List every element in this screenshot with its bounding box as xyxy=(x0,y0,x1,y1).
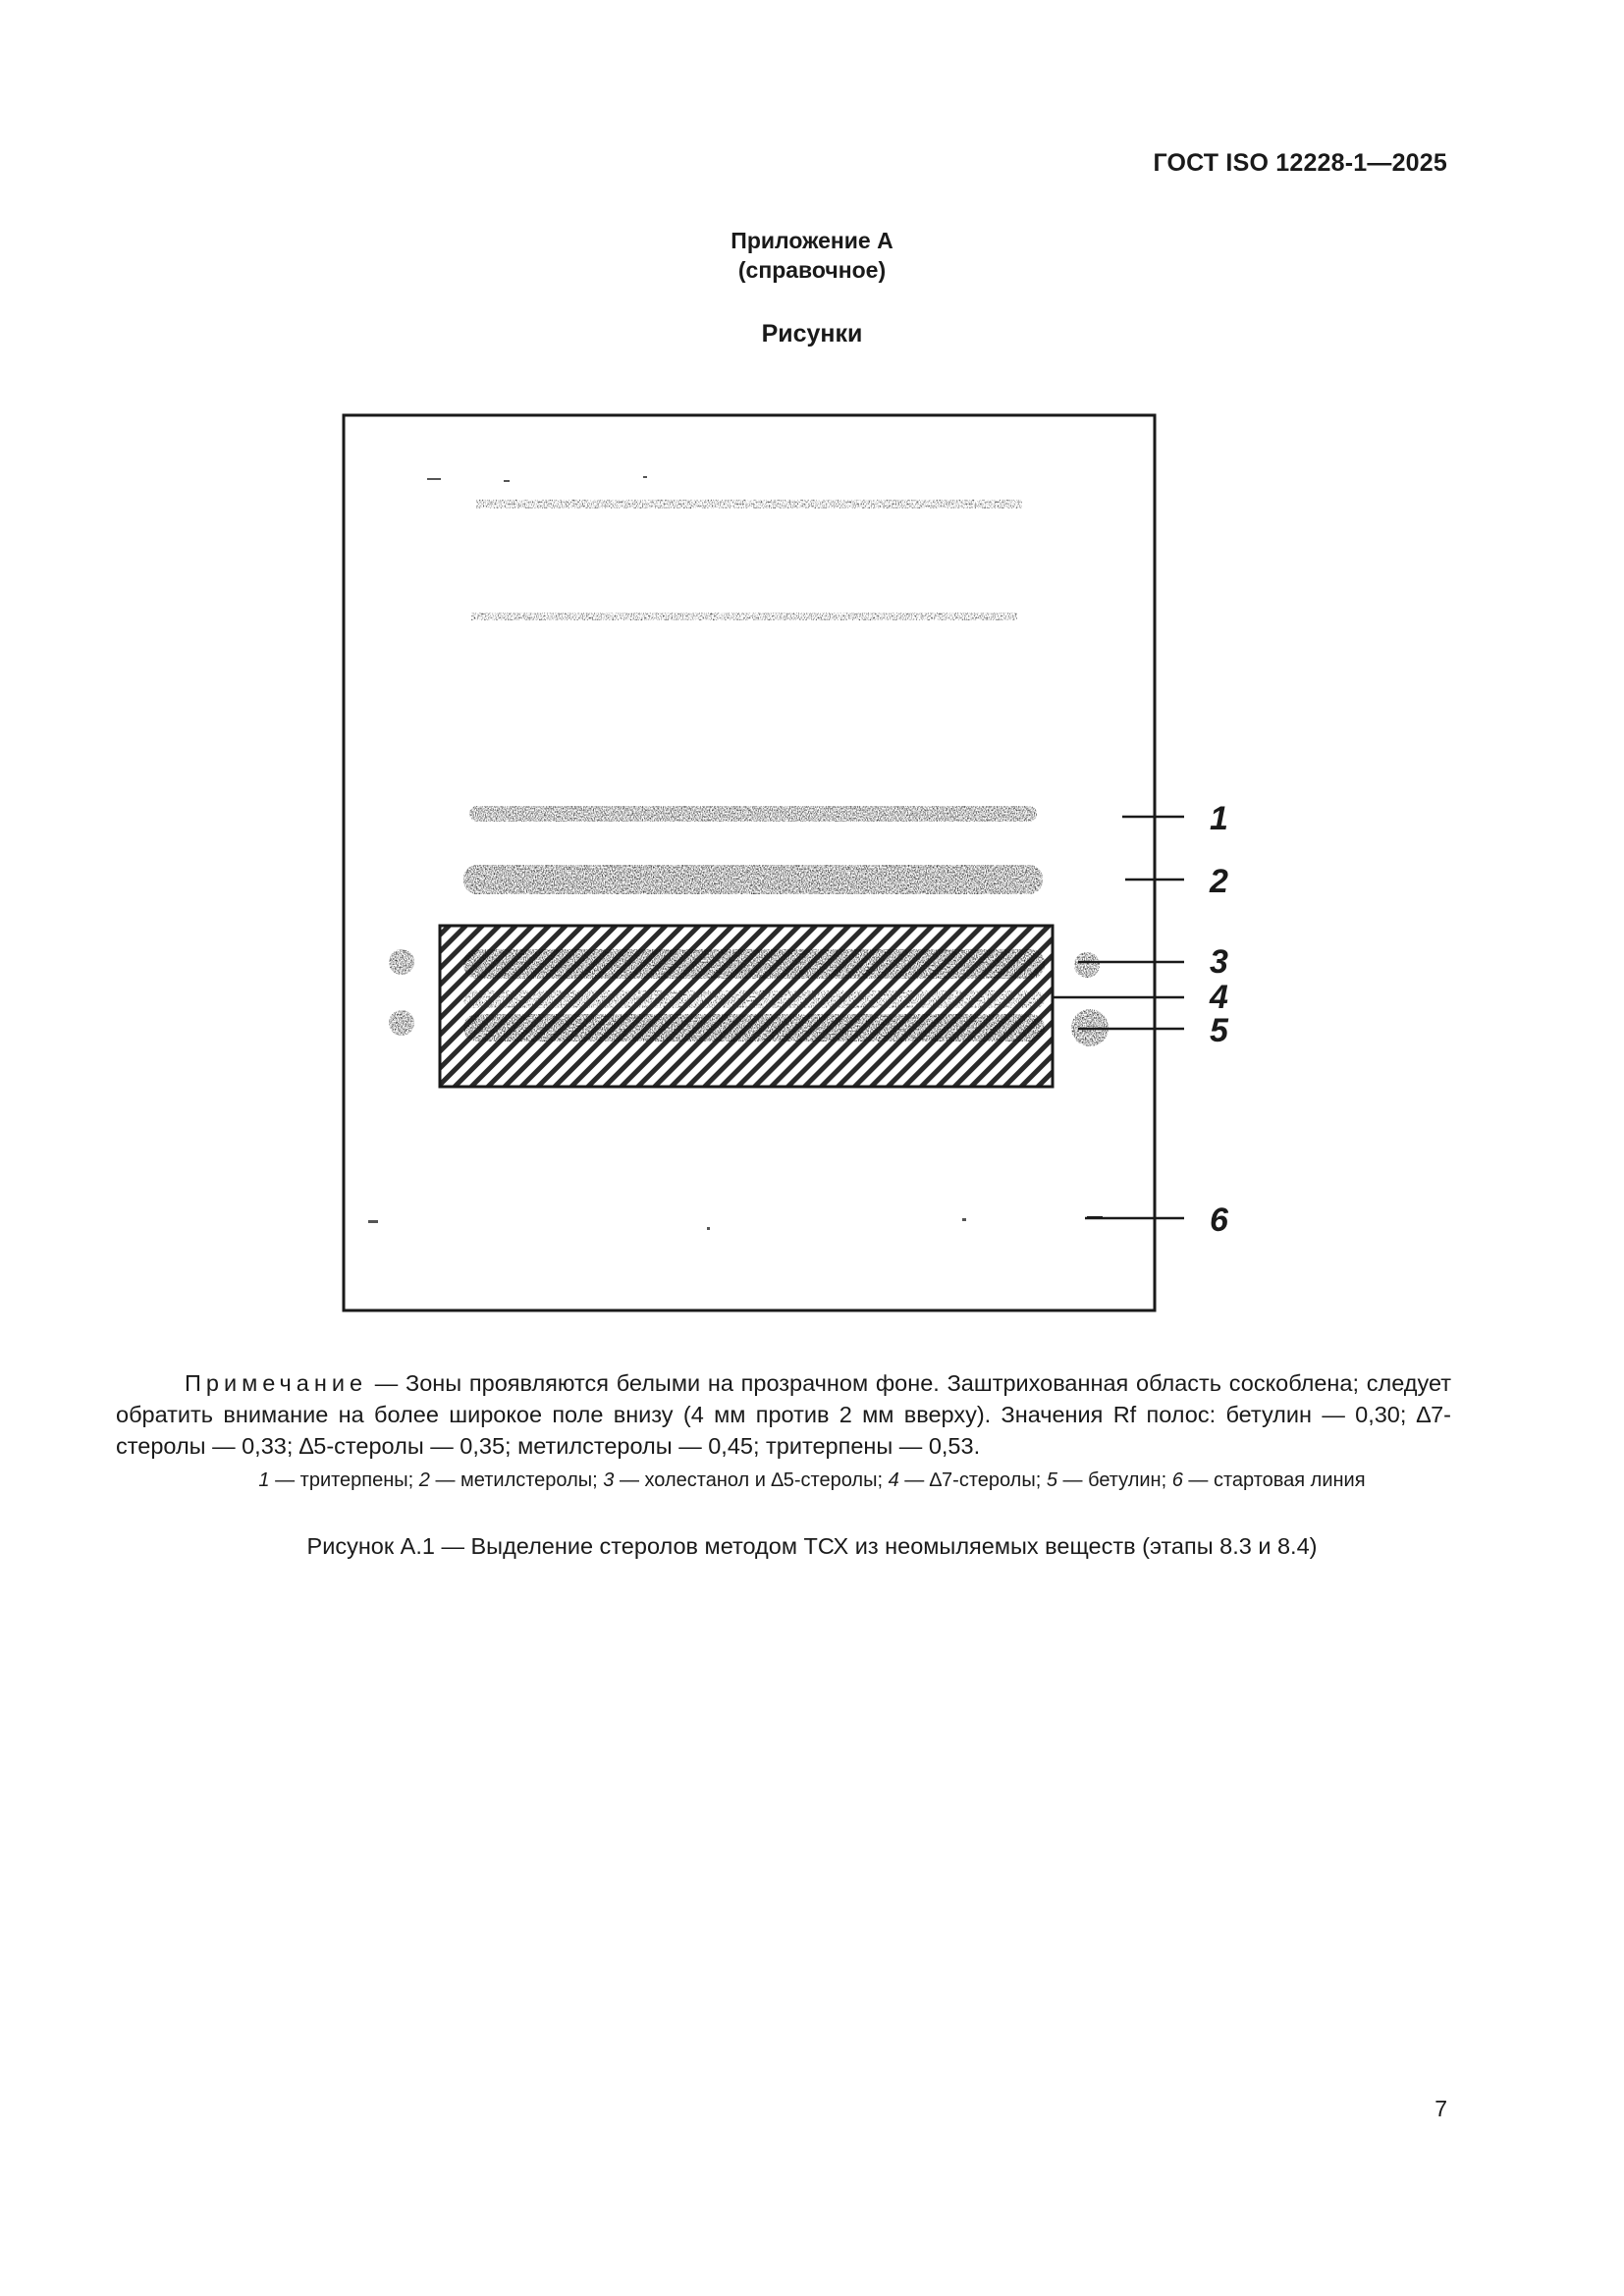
annex-type: (справочное) xyxy=(737,257,887,283)
label-3: 3 xyxy=(1210,943,1228,981)
legend-num-4: 4 xyxy=(888,1469,899,1491)
legend-text-4: — ∆7-стеролы; xyxy=(898,1469,1047,1491)
label-2: 2 xyxy=(1210,863,1228,900)
leader-lines xyxy=(1053,817,1184,1218)
figure-caption: Рисунок А.1 — Выделение стеролов методом ТСХ из неомыляемых веществ (этапы 8.3 и 8.4) xyxy=(306,1533,1318,1559)
document-id: ГОСТ ISO 12228-1—2025 xyxy=(1153,149,1447,177)
band-methylsterols xyxy=(463,865,1043,894)
legend-text-3: — холестанол и ∆5-стеролы; xyxy=(614,1469,889,1491)
spot-right-upper xyxy=(1074,952,1100,978)
spot-left-lower xyxy=(389,1010,414,1036)
band-triterpenes xyxy=(469,806,1037,822)
legend-num-6: 6 xyxy=(1171,1469,1183,1491)
label-6: 6 xyxy=(1210,1201,1228,1239)
figure-legend xyxy=(0,1469,1624,1492)
legend-num-2: 2 xyxy=(418,1469,430,1491)
legend-text-2: — метилстеролы; xyxy=(429,1469,604,1491)
spot-left-upper xyxy=(389,949,414,975)
label-4: 4 xyxy=(1210,979,1228,1016)
top-specks xyxy=(368,476,966,1230)
band-second-faint xyxy=(471,613,1017,620)
band-delta7 xyxy=(463,990,1045,1008)
figure-note xyxy=(116,1367,1451,1462)
tlc-plate-diagram xyxy=(324,398,1257,1320)
tlc-figure xyxy=(324,398,1257,1325)
annex-title: Приложение А xyxy=(731,228,893,253)
section-title: Рисунки xyxy=(761,320,863,347)
legend-num-1: 1 xyxy=(258,1469,270,1491)
legend-num-5: 5 xyxy=(1046,1469,1057,1491)
annex-heading xyxy=(0,226,1624,285)
page-number: 7 xyxy=(1435,2096,1447,2121)
legend-text-1: — тритерпены; xyxy=(269,1469,419,1491)
legend-num-3: 3 xyxy=(603,1469,615,1491)
band-top-faint xyxy=(476,500,1022,508)
legend-text-6: — стартовая линия xyxy=(1182,1469,1366,1491)
note-text: — Зоны проявляются белыми на прозрачном фоне. Заштрихованная область соскоблена; следует обратить внимание на более широкое поле внизу (4 мм против 2 мм вверху). Значения Rf полос: бетулин — 0,30; ∆7-стеролы — 0,33; ∆5-стеролы — 0,35; метилстеролы — 0,45; тритерпены — 0,53. xyxy=(116,1370,1451,1459)
start-line-mark xyxy=(1087,1216,1103,1219)
band-cholestanol xyxy=(463,949,1045,979)
band-betulin xyxy=(463,1014,1045,1041)
legend-text-5: — бетулин; xyxy=(1056,1469,1172,1491)
label-1: 1 xyxy=(1210,800,1228,837)
note-lead: Примечание xyxy=(185,1370,368,1396)
label-5: 5 xyxy=(1210,1012,1228,1049)
plate-frame xyxy=(344,415,1155,1310)
